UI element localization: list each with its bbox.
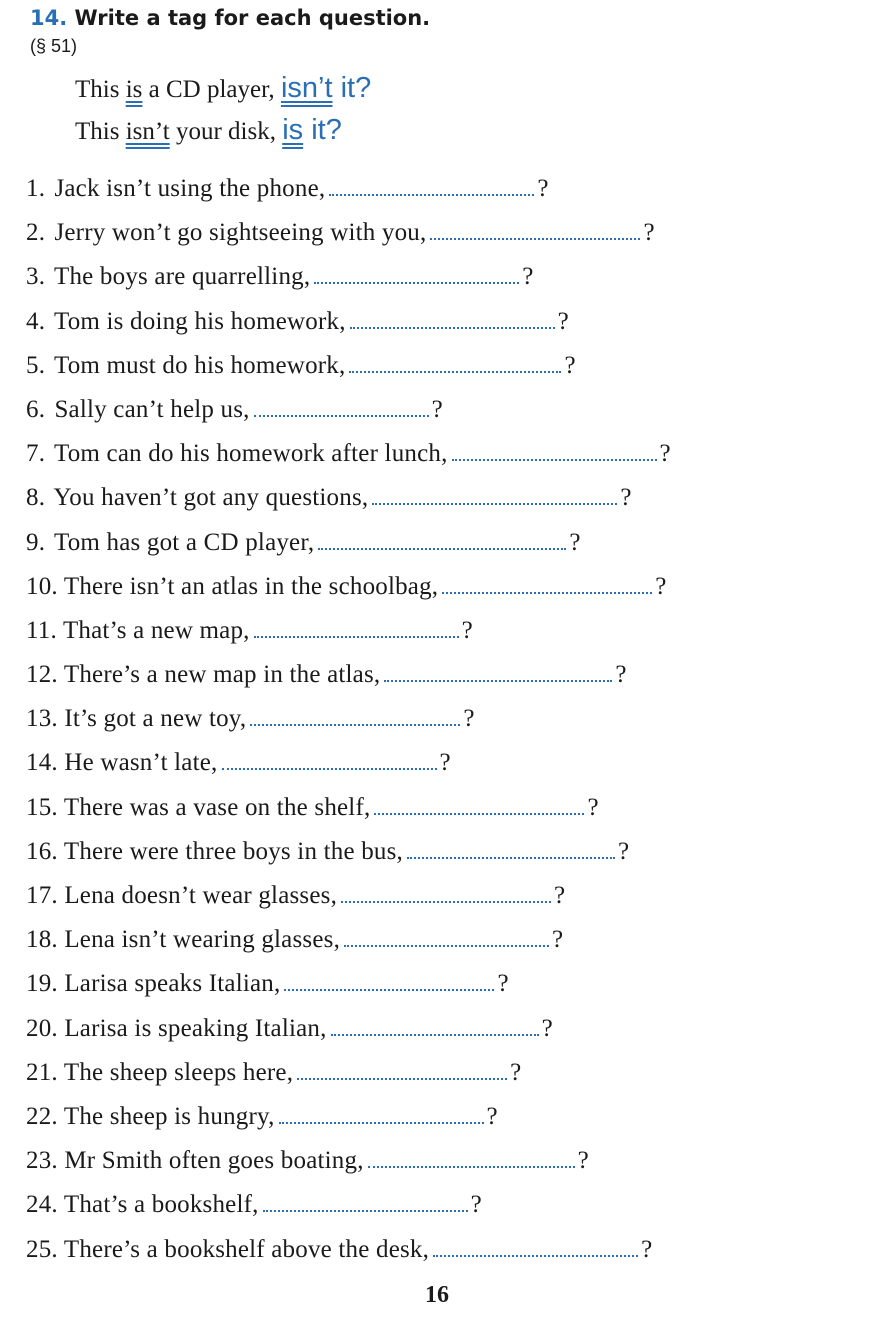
question-mark: ? — [497, 970, 509, 998]
question-number: 6. — [26, 395, 46, 423]
answer-blank[interactable] — [374, 812, 584, 815]
question-item — [26, 1233, 671, 1277]
question-number: 12. — [26, 661, 58, 689]
question-mark: ? — [564, 351, 576, 379]
question-mark: ? — [541, 1014, 553, 1042]
question-number: 22. — [26, 1102, 58, 1130]
question-item — [26, 437, 671, 481]
question-text: It’s got a new toy, — [64, 705, 247, 733]
exercise-instruction: Write a tag for each question. — [74, 6, 431, 30]
question-item — [26, 746, 671, 790]
question-mark: ? — [641, 1235, 653, 1263]
answer-blank[interactable] — [284, 988, 494, 991]
question-text: Mr Smith often goes boating, — [64, 1147, 364, 1175]
question-item — [26, 791, 671, 835]
question-item — [26, 481, 671, 525]
grammar-reference: (§ 51) — [30, 36, 78, 56]
example-text: This — [75, 76, 126, 103]
question-text: Larisa is speaking Italian, — [64, 1014, 327, 1042]
question-number: 17. — [26, 882, 58, 909]
question-item — [26, 1056, 671, 1100]
answer-blank[interactable] — [452, 458, 657, 461]
question-number: 7. — [26, 440, 46, 468]
example-sentence-2 — [75, 114, 342, 147]
question-text: The sheep is hungry, — [63, 1102, 275, 1130]
question-item — [26, 260, 671, 304]
question-mark: ? — [439, 749, 451, 777]
question-number: 1. — [26, 175, 46, 202]
example-sentence-1 — [75, 72, 371, 105]
question-item — [26, 526, 671, 570]
answer-blank[interactable] — [372, 502, 617, 505]
answer-blank[interactable] — [279, 1121, 484, 1124]
question-text: The boys are quarrelling, — [54, 263, 311, 291]
example-answer — [281, 72, 371, 104]
question-mark: ? — [461, 616, 473, 644]
answer-blank[interactable] — [297, 1077, 507, 1080]
question-item — [26, 923, 671, 967]
question-text: The sheep sleeps here, — [63, 1058, 294, 1086]
answer-blank[interactable] — [442, 591, 652, 594]
question-text: Lena isn’t wearing glasses, — [64, 926, 341, 954]
question-number: 8. — [26, 484, 46, 512]
example-answer — [282, 114, 342, 146]
question-text: There isn’t an atlas in the schoolbag, — [63, 572, 439, 600]
question-number: 24. — [26, 1191, 58, 1219]
answer-blank[interactable] — [341, 900, 551, 903]
question-number: 19. — [26, 970, 58, 998]
question-text: Sally can’t help us, — [54, 395, 250, 423]
question-item — [26, 570, 671, 614]
question-item — [26, 967, 671, 1011]
question-text: Lena doesn’t wear glasses, — [64, 882, 338, 909]
example-answer-rest: it? — [332, 72, 372, 104]
question-number: 4. — [26, 307, 46, 335]
question-mark: ? — [554, 882, 566, 909]
question-item — [26, 216, 671, 260]
question-text: There were three boys in the bus, — [63, 837, 403, 865]
question-text: There’s a new map in the atlas, — [63, 661, 381, 689]
answer-blank[interactable] — [430, 237, 640, 240]
question-item — [26, 614, 671, 658]
question-mark: ? — [620, 484, 632, 512]
question-item — [26, 1100, 671, 1144]
question-item — [26, 658, 671, 702]
question-item — [26, 305, 671, 349]
answer-blank[interactable] — [329, 193, 534, 196]
question-number: 13. — [26, 705, 58, 733]
example-verb: is — [125, 76, 143, 103]
answer-blank[interactable] — [254, 414, 429, 417]
question-number: 5. — [26, 351, 46, 379]
question-number: 18. — [26, 926, 58, 954]
answer-blank[interactable] — [318, 547, 566, 550]
question-text: Larisa speaks Italian, — [64, 970, 281, 998]
question-text: Tom can do his homework after lunch, — [54, 440, 448, 468]
question-mark: ? — [470, 1191, 482, 1219]
question-text: Tom has got a CD player, — [54, 528, 315, 556]
question-number: 23. — [26, 1147, 58, 1175]
example-text: a CD player, — [142, 76, 281, 103]
question-item — [26, 1144, 671, 1188]
question-item — [26, 172, 671, 216]
answer-blank[interactable] — [350, 326, 555, 329]
question-list — [26, 172, 671, 1277]
answer-blank[interactable] — [222, 767, 437, 770]
question-number: 20. — [26, 1014, 58, 1042]
answer-blank[interactable] — [263, 1209, 468, 1212]
question-item — [26, 393, 671, 437]
exercise-number: 14. — [30, 6, 68, 30]
question-mark: ? — [522, 263, 534, 291]
answer-blank[interactable] — [344, 944, 549, 947]
question-number: 25. — [26, 1235, 58, 1263]
question-number: 16. — [26, 837, 58, 865]
question-item — [26, 1012, 671, 1056]
example-answer-verb: is — [282, 114, 304, 146]
question-text: There was a vase on the shelf, — [63, 793, 371, 821]
answer-blank[interactable] — [250, 723, 460, 726]
question-number: 15. — [26, 793, 58, 821]
question-mark: ? — [577, 1147, 589, 1175]
example-text: This — [75, 118, 126, 145]
question-mark: ? — [510, 1058, 522, 1086]
answer-blank[interactable] — [368, 1165, 575, 1168]
answer-blank[interactable] — [433, 1254, 638, 1257]
question-text: That’s a bookshelf, — [63, 1191, 259, 1219]
question-mark: ? — [557, 307, 569, 335]
page-number: 16 — [425, 1282, 449, 1308]
question-mark: ? — [643, 219, 655, 247]
question-mark: ? — [431, 395, 443, 423]
question-mark: ? — [486, 1102, 498, 1130]
answer-blank[interactable] — [384, 679, 612, 682]
question-number: 14. — [26, 749, 58, 777]
question-item — [26, 1188, 671, 1232]
question-text: Tom is doing his homework, — [54, 307, 346, 335]
question-mark: ? — [463, 705, 475, 733]
question-text: There’s a bookshelf above the desk, — [63, 1235, 430, 1263]
question-mark: ? — [587, 793, 599, 821]
example-text: your disk, — [169, 118, 283, 145]
question-number: 11. — [26, 616, 57, 644]
exercise-heading — [30, 6, 430, 30]
question-text: Jack isn’t using the phone, — [54, 175, 326, 202]
question-number: 3. — [26, 263, 46, 291]
question-item — [26, 349, 671, 393]
question-item — [26, 702, 671, 746]
answer-blank[interactable] — [349, 370, 561, 373]
question-text: Tom must do his homework, — [54, 351, 346, 379]
example-answer-verb: isn’t — [280, 72, 333, 104]
question-mark: ? — [617, 837, 630, 865]
question-number: 21. — [26, 1058, 58, 1086]
answer-blank[interactable] — [254, 635, 459, 638]
answer-blank[interactable] — [407, 856, 615, 859]
question-item — [26, 835, 671, 879]
question-mark: ? — [537, 175, 549, 202]
question-number: 10. — [26, 572, 58, 600]
example-answer-rest: it? — [303, 114, 342, 146]
question-mark: ? — [552, 926, 564, 954]
question-text: You haven’t got any questions, — [53, 484, 369, 512]
question-number: 2. — [26, 219, 46, 247]
question-text: He wasn’t late, — [64, 749, 218, 777]
question-mark: ? — [569, 528, 581, 556]
answer-blank[interactable] — [314, 281, 519, 284]
question-mark: ? — [659, 440, 671, 468]
question-item — [26, 879, 671, 923]
question-mark: ? — [655, 572, 667, 600]
example-verb: isn’t — [125, 118, 170, 145]
question-text: Jerry won’t go sightseeing with you, — [54, 219, 427, 247]
answer-blank[interactable] — [331, 1033, 539, 1036]
question-text: That’s a new map, — [62, 616, 250, 644]
question-mark: ? — [615, 661, 627, 689]
question-number: 9. — [26, 528, 46, 556]
